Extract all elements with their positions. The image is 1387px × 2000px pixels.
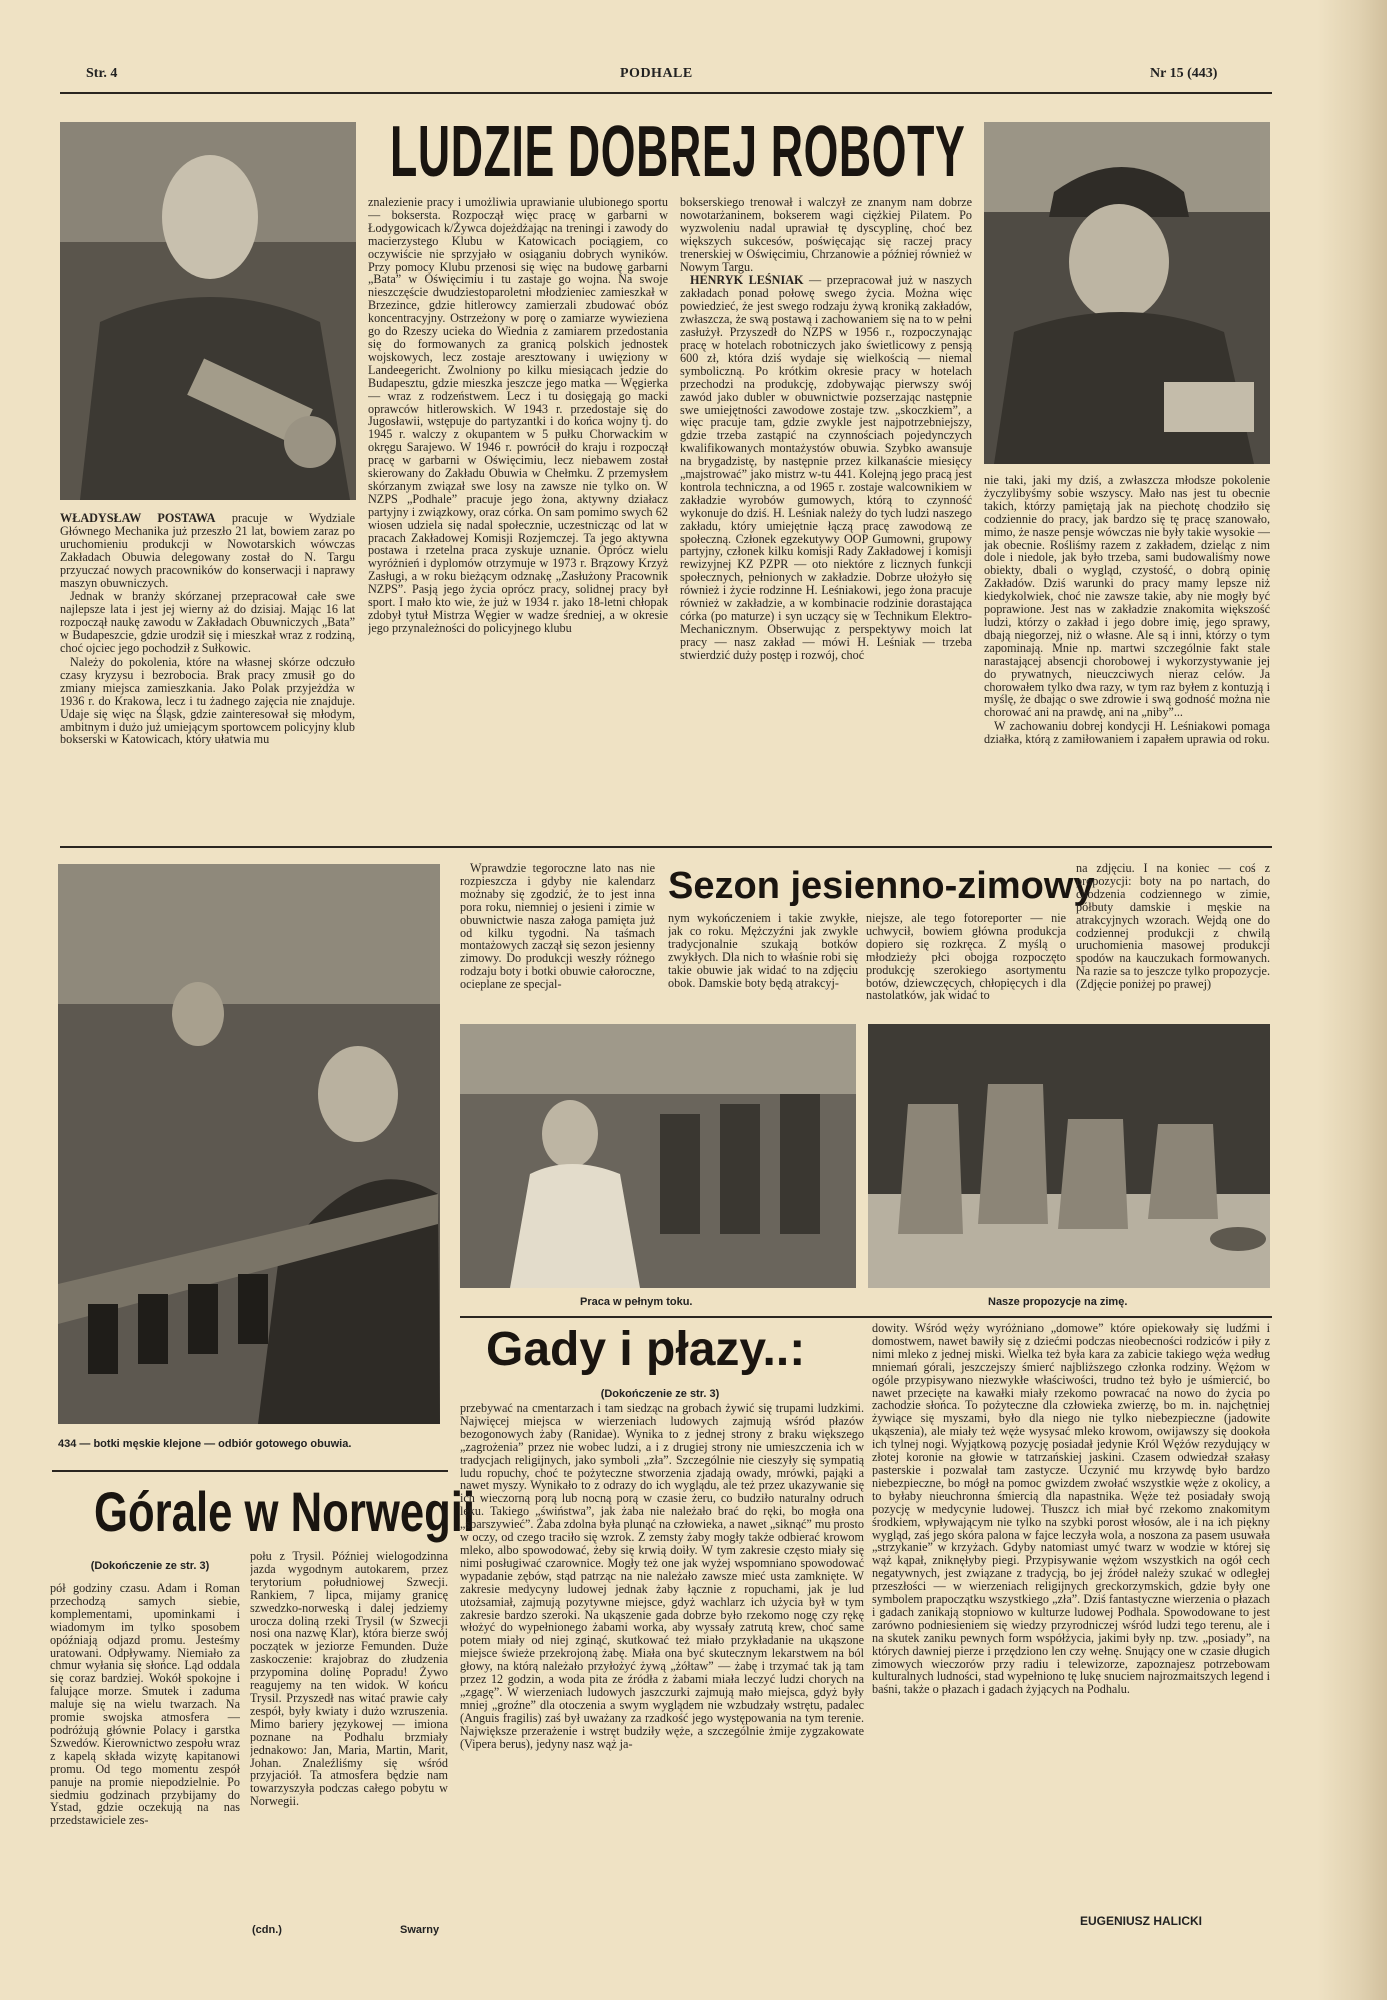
caption-boots-assembly: 434 — botki męskie klejone — odbiór gotowego obuwia. <box>58 1438 352 1450</box>
article3-signature: Swarny <box>400 1924 440 1936</box>
article2-intro-block <box>460 862 655 1012</box>
article4-author: EUGENIUSZ HALICKI <box>1080 1914 1203 1928</box>
issue-number: Nr 15 (443) <box>1150 66 1218 81</box>
article1-col3-text-a: bokserskiego trenował i walczył ze znanym nam dobrze nowotarżaninem, bokserem wagi ciężkiej Pilatem. Po wyzwoleniu nadal uprawiał tę dyscyplinę, choć bez większych sukcesów, poświęcając się raczej pracy trenerskiej w Oświęcimiu, Chrzanowie a później również w Nowym Targu. <box>680 196 972 274</box>
article-title-sezon: Sezon jesienno-zimowy <box>668 865 1095 907</box>
article3-column-a <box>50 1582 240 1922</box>
article2-column-a <box>668 912 858 1020</box>
article1-intro: pracuje w Wydziale Głównego Mechanika już przeszło 21 lat, bowiem zaraz po uruchomieniu produkcji w Nowotarskich wówczas Zakładach Obuwia delegowany został do N. Targu przyuczać nowych pracowników do konserwacji i naprawy maszyn obuwniczych. <box>60 512 355 590</box>
article2-bottom-rule <box>460 1316 1272 1318</box>
article1-column4 <box>984 474 1270 836</box>
caption-production: Praca w pełnym toku. <box>580 1296 693 1308</box>
article1-column3 <box>680 196 972 836</box>
article2-intro: Wprawdzie tegoroczne lato nas nie rozpieszcza i gdyby nie kalendarz możnaby się zgodzić, że to jest inna pora roku, niemniej o jesieni i zimie w obuwnictwie nasza załoga pamięta już od kilku tygodni. Na taśmach montażowych zaczął się sezon jesienny zimowy. Do produkcji weszły różnego rodzaju boty i botki obuwie całoroczne, ocieplane ze specjal- <box>460 862 655 992</box>
article2-column-b <box>866 912 1066 1020</box>
masthead-rule <box>60 92 1272 94</box>
photo-assembly-line <box>58 864 440 1424</box>
article3-col-b-text: połu z Trysil. Później wielogodzinna jazda wygodnym autokarem, przez terytorium południowej Szwecji. Rankiem, 7 lipca, mijamy granicę szwedzko-norweską i dalej jedziemy urocza doliną rzeki Trysil (w Szwecji nosi ona nazwę Klar), która bierze swój początek w jeziorze Femunden. Duże zaskoczenie: krajobraz do złudzenia przypomina dolinę Popradu! Żywo reagujemy na ten widok. W końcu Trysil. Przyszedł nas witać prawie cały zespół, były kwiaty i dużo wzruszenia. Mimo bariery językowej — imiona poznane na Podhalu brzmiały jednakowo: Jan, Maria, Martin, Marit, Johan. Znaleźliśmy się wśród przyjaciół. Ta atmosfera będzie nam towarzyszyła podczas całego pobytu w Norwegii. <box>250 1550 448 1809</box>
article2-col-b-text: niejsze, ale tego fotoreporter — nie uchwycił, bowiem główna produkcja dopiero się rozkręca. Z myślą o młodzieży płci obojga rozpoczęto produkcję szerokiego asortymentu botów, dziewczęcych, chłopięcych i dla nastolatków, jak widać to <box>866 912 1066 1003</box>
article1-col4-text: nie taki, jaki my dziś, a zwłaszcza młodsze pokolenie życzylibyśmy sobie wszyscy. Mało nas jest tu obecnie takich, którzy pamiętają jak na piechotę chodziło się codziennie do pracy, jak bardzo się tę pracę szanowało, mimo, że nasze pensje wówczas nie były takie wysokie — jak obecnie. Rośliśmy razem z zakładem, dzieląc z nim dole i niedole, jak było trzeba, sami budowaliśmy nowe obiekty, dbali o wygląd, czystość, o dobrą opinię Zakładów. Dziś warunki do pracy mamy lepsze niż kiedykolwiek, choć nie zawsze takie, aby nie mogły być poprawione. Jest nas w zakładzie znakomita większość ludzi, którzy o zakład i jego dobre imię, jego sprawy, dbają niegorzej, niż o własne. Ale są i inni, którzy o tym zapominają. Mnie np. martwi szczególnie fakt stale narastającej absencji chorobowej i wykorzystywanie jej do prywatnych, nieuczciwych nieraz celów. Ja chorowałem tylko dwa razy, w tym raz byłem z kontuzją i myślę, że dbając o swe zdrowie i swą godność można nie chorować ani na prawdę, ani na „niby”... <box>984 474 1270 720</box>
article4-col-a-text: przebywać na cmentarzach i tam siedząc na grobach żywić się trupami ludzkimi. Najwięcej miejsca w wierzeniach ludowych zajmują wśród płazów bezogonowych żaby (Ranidae). Wynika to z jednej strony z braku większego „zagrożenia” przez nie wobec ludzi, a i z drugiej strony nie umieszczenia ich w tradycjach religijnych, jako symboli „zła”. Szczególnie nie cieszyły się sympatią ludu ropuchy, choć te pożyteczne stworzenia zjadają owady, mrówki, pająki a nawet myszy. Wynikało to z odrazy do ich wyglądu, ale też przez ukazywanie się ich wieczorną porą lub nocną porą w czasie żeru, co budziło naturalny odruch lęku. Takiego „świństwa”, jak żaba nie należało brać do ręki, bo mogła ona „sparszywieć”. Żaba zdolna była plunąć na człowieka, a nawet „siknąć” mu prosto w oczy, od czego traciło się wzrok. Z zemsty żaby mogły także odbierać krowom mleko, albo spowodować, żeby się krwią doiły. W tym zakresie często miały się nimi posługiwać czarownice. Mogły też one jak wyżej wspomniano spowodować wypadanie zębów, stąd patrząc na nie należało zawsze mieć usta zamknięte. W zakresie medycyny ludowej jednak żaby łącznie z ropuchami, jak je lud utożsamiał, zajmują pozytywne miejsce, gdyż wachlarz ich użycia był w tym zakresie bardzo szeroki. Na ukąszenie gada dobrze było rzekomo nogę czy rękę włożyć do wypełnionego żabami worka, aby wyssały zatrutą krew, choć same potem miały od niej zginąć, skutkować też miało przykładanie na ukąszone miejsce świeże przekrojoną żabę. Miała ona być skutecznym lekarstwem na ból głowy, na którą należało przyłożyć żywą „żółtaw” — żabę i trzymać tak ją tam przez 12 godzin, a woda pita ze źródła z żabami miała leczyć ludzi chorych na „zgagę”. W wierzeniach ludowych jaszczurki zajmują mało miejsca, gdyż były mniej „groźne” dla otoczenia a swym wyglądem nie wzbudzały wstrętu, padalec (Anguis fragilis) zaś był uważany za rzadkość jego występowania na tym terenie. Największe przerażenie i wstręt budziły węże, a szczególnie żmije zygzakowate (Vipera berus), jedyny nasz wąż ja- <box>460 1402 864 1751</box>
article4-col-b-text: dowity. Wśród węży wyróżniano „domowe” które opiekowały się ludźmi i domostwem, nawet bawiły się z dziećmi podczas nieobecności rodziców i piły z nimi mleko z jednej miski. Wielka też była kara za zabicie takiego węża według mniemań górali, jeszczejszy śmierć najbliższego członka rodziny. Wężom w ogóle przypisywano niezwykłe właściwości, trudno też było je uśmiercić, bo nawet przecięte na kawałki miały rzekomo powracać na nowo do życia po zachodzie słońca. To pożyteczne dla człowieka zwierzę, bo m. in. najchętniej żywiące się myszami, było dla niego nie tylko niebezpieczne (jadowite ukąszenia), ale miały też węże wysysać mleko krowom, owijawszy się dookoła ich tylnej nogi. Wyjątkową pozycję posiadał jedynie Król Wężów rezydujący w złotej koronie na głowie w tatrzańskiej jaskini. Czasem odwiedzał szałasy pasterskie i pozwalał tam zastycze. Uczynić mu krzywdę było bardzo niebezpieczne, bo mógł na pomoc gwizdem zwołać wszystkie węże z okolicy, a to byłaby nieuchronna śmiercią dla napastnika. Węże też posiadały swoją pozycję w medycynie ludowej. Tłuszcz ich miał być rzekomo znakomitym środkiem, wpływającym nie tylko na szybki porost włosów, ale i na ich piękny wygląd, zaś jego skóra palona w fajce leczyła wola, a noszona za pasem usuwała „strzykanie” w krzyżach. Gdyby natomiast umyć twarz w wodzie w której się wąż kąpał, zniknęłyby piegi. Przypisywanie wężom wszystkich na ogół cech negatywnych, jest związane z tradycją, bo jej źródeł należy szukać w odległej przeszłości — w wierzeniach religijnych greckorzymskich, gdzie były one symbolem prapoczątku wszystkiego „zła”. Dziś fantastyczne wierzenia o płazach i gadach zanikają stopniowo w kulturze ludowej Podhala. Spowodowane to jest zarówno podniesieniem się wiedzy przyrodniczej wśród ludzi tego terenu, ale i na skutek zaniku pewnych form współżycia, jakimi były np. tzw. „posiady”, na których dawniej pierze i przędziono len czy wełnę. Snujący one w czasie długich zimowych wieczorów przy radiu i telewizorze, zapoznajesz potrzebowam kulturalnych ludności, stad wypełniono tę lukę snuciem najrozmaitszych legend i baśni, także o płazach i gadach żyjących na Podhalu. <box>872 1322 1270 1697</box>
article4-column-a <box>460 1402 864 1922</box>
article1-col4-end: W zachowaniu dobrej kondycji H. Leśniakowi pomaga działka, którą z zamiłowaniem i zapałem uprawia od roku. <box>984 719 1270 747</box>
caption-name-postawa: WŁADYSŁAW POSTAWA <box>60 512 216 525</box>
page-edge-shadow <box>1317 0 1387 2000</box>
article3-col-a-text: pół godziny czasu. Adam i Roman przechodzą samych siebie, komplementami, upominkami i wiadomym im tylko sposobem opóźniają odjazd promu. Jesteśmy uratowani. Odpływamy. Niemiało za chmur wyłania się słońce. Ląd oddala się coraz bardziej. Wokół spokojne i falujące morze. Smutek i zaduma maluje się na wielu twarzach. Na promie swojska atmosfera — podróżują głównie Polacy i garstka Szwedów. Kierownictwo zespołu wraz z kapelą składa wizytę kapitanowi promu. Od tego momentu zespół panuje na promie niepodzielnie. Po siedmiu godzinach przybijamy do Ystad, gdzie oczekują na nas przedstawiciele zes- <box>50 1582 240 1828</box>
article3-continuation: (Dokończenie ze str. 3) <box>90 1560 210 1572</box>
article-title-ludzie: LUDZIE DOBREJ ROBOTY <box>390 112 966 192</box>
article1-col3-text-b: — przepracował już w naszych zakładach ponad połowę swego życia. Można więc powiedzieć, że jest swego rodzaju żywą kroniką zakładów, zwłaszcza, że swą postawą i zachowaniem się na to w pełni zasłużył. Przyszedł do NZPS w 1956 r., rozpoczynając pracę w hotelach robotniczych jako świetlicowy z pensją 600 zł, która dziś wydaje się wielkością — niemal symboliczną. Po krótkim okresie pracy w hotelach przechodzi na produkcję, zdobywając pierwszy swój zawód jako dubler w obuwnictwie pozserzając następnie swe umiejętności zawodowe zostaje tzw. „skoczkiem”, a więc pracuje tam, gdzie zwykle jest najpotrzebniejszy, gdzie trzeba zastąpić na czynnościach pojedynczych kwalifikowanych montażystów obuwia. Szybko awansuje na brygadzistę, by następnie przez kilkanaście miesięcy „majstrować” jako mistrz w-tu 441. Kolejną jego pracą jest kontrola techniczna, a od 1965 r. zostaje walcownikiem w zakładzie wyrobów gumowych, którą to czynność wykonuje do dziś. H. Leśniak należy do tych ludzi naszego zakładu, który umiejętnie łączą pracę zawodową ze społeczną. Członek egzekutywy OOP Gumowni, grupowy partyjny, członek kilku komisji Rady Zakładowej i komisji rewizyjnej KZ PZPR — oto niektóre z licznych funkcji społecznych, pełnionych w zakładzie. Dobrze ułożyło się również i życie rodzinne H. Leśniakowi, jego żona pracuje również w zakładzie, a w kombinacie rodzinie dorastająca córka (po maturze) i syn uczący się w Technikum Elektro-Mechanicznym. Obserwując z perspektywy moich lat pracy — nasz zakład — mówi H. Leśniak — trzeba stwierdzić duży postęp i rozwój, choć <box>680 273 972 662</box>
caption-proposals: Nasze propozycje na zimę. <box>988 1296 1128 1308</box>
article3-top-rule <box>52 1470 448 1472</box>
article1-column2 <box>368 196 668 836</box>
photo-postawa <box>60 122 356 500</box>
article2-col-a-text: nym wykończeniem i takie zwykłe, jak co roku. Mężczyźni jak zwykle tradycjonalnie szukają botków zwykłych. Dla nich to właśnie robi się takie obuwie jak widać to na zdjęciu obok. Damskie boty będą atrakcyj- <box>668 912 858 990</box>
photo-production-machines <box>460 1024 856 1288</box>
article3-cdn: (cdn.) <box>252 1924 282 1936</box>
article1-col2-text: znalezienie pracy i umożliwia uprawianie ulubionego sportu — boksersta. Rozpoczął więc pracę w garbarni w Łodygowicach k/Żywca dojeżdżając na treningi i zawody do macierzystego Klubu w Katowicach pociągiem, co oczywiście nie sprzyjało w osiąganiu dobrych wyników. Przy pomocy Klubu przenosi się więc na budowę garbarni „Bata” w Oświęcimiu i tu zastaje go wojna. Na swoje nieszczęście dwudziestoparoletni młodzieniec zamieszkał w Brzezince, gdzie hitlerowcy zamierzali zbudować obóz koncentracyjny. Ostrzeżony w porę o zamiarze wywieziena go do Rzeszy ucieka do Wiednia z zamiarem przedostania się do formowanych za granicą polskich jednostek wojskowych, lecz zostaje aresztowany i uwięziony w Landeegericht. Zwolniony po kilku miesiącach jedzie do Budapesztu, gdzie mieszka jeszcze jego matka — Węgierka — wraz z rodzeństwem. Lecz i tu dosięgają go macki oprawców hitlerowskich. W 1943 r. przedostaje się do Jugosławii, wstępuje do partyzantki i do końca wojny tj. do 1945 r. walczy z okupantem w 5 pułku Chorwackim w okręgu Sarajewo. W 1946 r. powrócił do kraju i rozpoczął pracę w garbarni w Oświęcimiu, lecz niebawem został skierowany do Zakładu Obuwia w Chełmku. Z przemysłem skórzanym związał swe losy na zawsze nie tylko on. W NZPS „Podhale” pracuje jego żona, aktywny działacz partyjny i związkowy, oraz córka. On sam pomimo swych 62 wiosen udziela się nadal społecznie, uczestnicząc od lat w pracach Zakładowej Komisji Rozjemczej. Ta jego aktywna postawa i rzetelna praca zyskuje uznanie. Oprócz wielu wyróżnień i dyplomów otrzymuje w 1973 r. Brązowy Krzyż Zasługi, a w roku bieżącym odznakę „Zasłużony Pracownik NZPS”. Pasją jego życia oprócz pracy, solidnej pracy był sport. I mało kto wie, że już w 1934 r. jako 18-letni chłopak zdobył tytuł Mistrza Węgier w wadze średniej, a w okresie jego przynależności do policyjnego klubu <box>368 196 668 635</box>
article1-para2: Jednak w branży skórzanej przepracował całe swe najlepsze lata i jest jej wierny aż do dzisiaj. Mając 16 lat rozpoczął naukę zawodu w Zakładach Obuwniczych „Bata” w Budapeszcie, gdzie urodził się i mieszkał wraz z rodziną, choć ojciec jego pochodził z Sułkowic. <box>60 589 355 656</box>
article4-continuation: (Dokończenie ze str. 3) <box>600 1388 720 1400</box>
article1-para3: Należy do pokolenia, które na własnej skórze odczuło czasy kryzysu i bezrobocia. Brak pracy zmusił go do zmiany miejsca zamieszkania. Jako Polak przyjeżdża w 1936 r. do Krakowa, lecz i tu żadnego zajęcia nie znajduje. Udaje się więc na Śląsk, gdzie zainteresował się młodym, ambitnym i dużo już umiejącym sportowcem policyjny klub bokserski w Katowicach, który ułatwia mu <box>60 654 355 747</box>
article1-column1 <box>60 512 355 832</box>
article2-column-c <box>1076 862 1270 1020</box>
photo-lesniak <box>984 122 1270 464</box>
article3-column-b <box>250 1550 448 1922</box>
photo-winter-boots <box>868 1024 1270 1288</box>
article1-bottom-rule <box>60 846 1272 848</box>
article-title-gady: Gady i płazy..: <box>486 1323 806 1376</box>
page-number: Str. 4 <box>86 66 118 81</box>
caption-name-lesniak: HENRYK LEŚNIAK <box>690 273 804 288</box>
article2-col-c-text: na zdjęciu. I na koniec — coś z propozycji: boty na po nartach, do chodzenia codziennego w zimie, półbuty damskie i męskie na atrakcyjnych wzorach. Wejdą one do codziennej produkcji z chwilą uruchomienia masowej produkcji spodów na kauczukach formowanych. Na razie sa to jeszcze tylko propozycje. (Zdjęcie poniżej po prawej) <box>1076 862 1270 992</box>
article4-column-b <box>872 1322 1270 1912</box>
newspaper-title: PODHALE <box>620 66 693 81</box>
article-title-gorale: Górale w Norwegii <box>94 1480 476 1543</box>
